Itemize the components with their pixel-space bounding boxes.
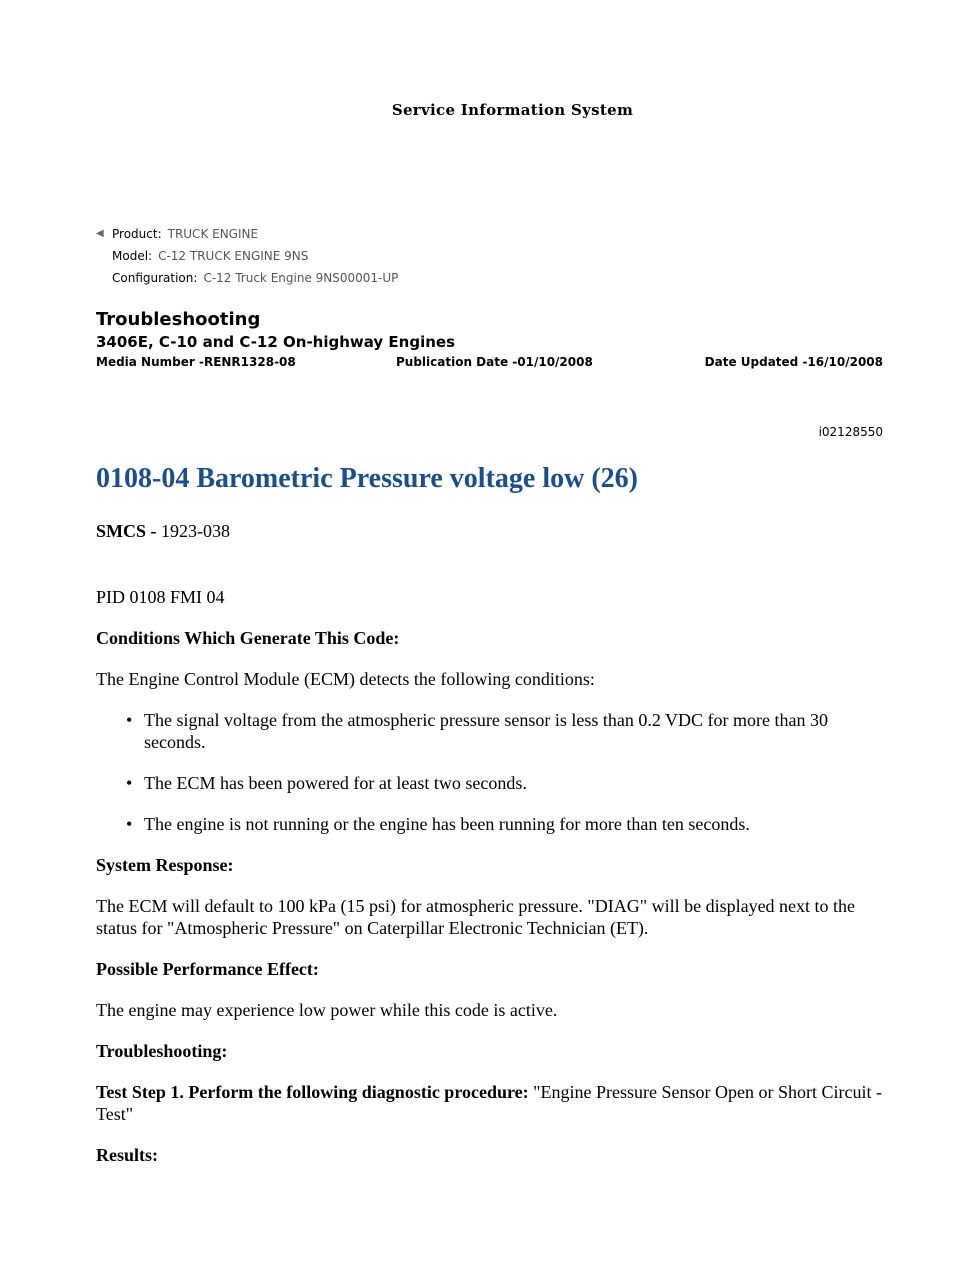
conditions-intro: The Engine Control Module (ECM) detects the following conditions: xyxy=(96,669,595,689)
response-heading: System Response: xyxy=(96,855,234,875)
document-header xyxy=(96,309,883,369)
list-item xyxy=(96,772,886,794)
smcs-label: SMCS - xyxy=(96,521,157,541)
doc-subtitle: 3406E, C-10 and C-12 On-highway Engines xyxy=(96,333,456,351)
list-item-text: The ECM has been powered for at least two seconds. xyxy=(144,773,527,793)
config-value: C-12 Truck Engine 9NS00001-UP xyxy=(203,271,399,285)
media-number: Media Number -RENR1328-08 xyxy=(96,355,296,369)
list-item xyxy=(96,709,886,753)
product-info xyxy=(96,223,398,289)
config-row xyxy=(96,267,398,289)
pid-line: PID 0108 FMI 04 xyxy=(96,587,225,607)
config-label: Configuration: xyxy=(112,271,198,285)
document-id: i02128550 xyxy=(818,425,883,439)
list-item-text: The signal voltage from the atmospheric pressure sensor is less than 0.2 VDC for more than 30 seconds. xyxy=(144,710,829,752)
list-item-text: The engine is not running or the engine has been running for more than ten seconds. xyxy=(144,814,750,834)
chevron-left-icon[interactable]: ◀ xyxy=(96,228,104,239)
product-label: Product: xyxy=(112,227,162,241)
response-text: The ECM will default to 100 kPa (15 psi) for atmospheric pressure. "DIAG" will be displayed next to the status for "Atmospheric Pressure" on Caterpillar Electronic Technician (ET). xyxy=(96,896,856,938)
effect-text: The engine may experience low power while this code is active. xyxy=(96,1000,558,1020)
page-title: 0108-04 Barometric Pressure voltage low (26) xyxy=(96,463,638,494)
model-row xyxy=(96,245,398,267)
bullet: • xyxy=(126,773,133,793)
model-value: C-12 TRUCK ENGINE 9NS xyxy=(158,249,309,263)
doc-title: Troubleshooting xyxy=(96,309,261,330)
results-heading: Results: xyxy=(96,1145,158,1165)
product-row xyxy=(96,223,398,245)
document-body xyxy=(96,520,886,1185)
bullet: • xyxy=(126,814,133,834)
conditions-heading: Conditions Which Generate This Code: xyxy=(96,628,400,648)
step1-text: "Engine Pressure Sensor Open or Short Circuit - Test" xyxy=(96,1082,882,1124)
smcs-line xyxy=(96,520,886,542)
conditions-list xyxy=(96,709,886,835)
date-updated: Date Updated -16/10/2008 xyxy=(704,355,883,369)
troubleshooting-heading: Troubleshooting: xyxy=(96,1041,228,1061)
bullet: • xyxy=(126,710,133,730)
model-label: Model: xyxy=(112,249,153,263)
publication-row xyxy=(96,355,883,369)
smcs-value: 1923-038 xyxy=(161,521,231,541)
test-step-1 xyxy=(96,1081,886,1125)
product-value: TRUCK ENGINE xyxy=(167,227,259,241)
list-item xyxy=(96,813,886,835)
effect-heading: Possible Performance Effect: xyxy=(96,959,319,979)
publication-date: Publication Date -01/10/2008 xyxy=(396,355,593,369)
system-title: Service Information System xyxy=(391,101,634,119)
step1-label: Test Step 1. Perform the following diagnostic procedure: xyxy=(96,1082,529,1102)
